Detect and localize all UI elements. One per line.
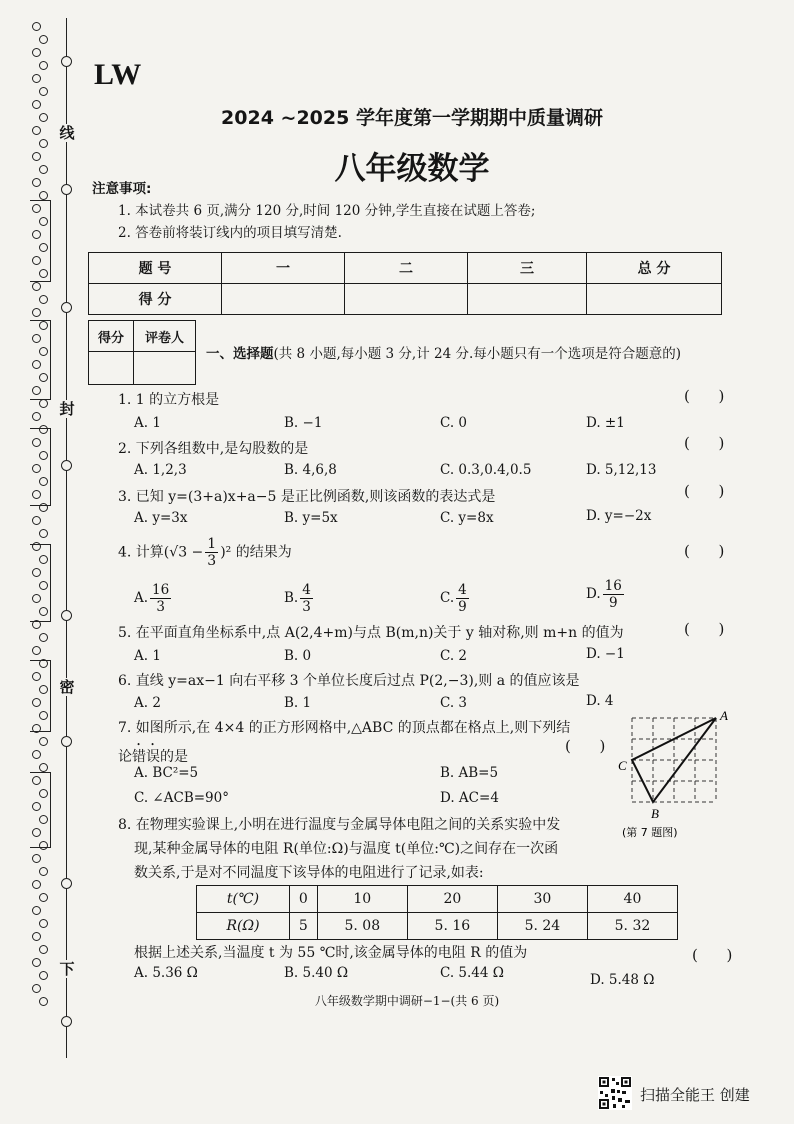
q2-option-a: A. 1,2,3 — [134, 462, 187, 478]
q6-option-b: B. 1 — [284, 695, 312, 711]
q4-stem-suffix: )² 的结果为 — [220, 544, 292, 561]
q6-option-c: C. 3 — [440, 695, 468, 711]
option-fraction — [603, 578, 624, 611]
grader-name-cell[interactable] — [134, 352, 196, 385]
notice-item: 1. 本试卷共 6 页,满分 120 分,时间 120 分钟,学生直接在试题上答卷; — [118, 203, 536, 219]
q5-option-a: A. 1 — [134, 648, 161, 664]
binding-hole — [32, 48, 41, 57]
grader-score-label: 得分 — [89, 321, 134, 352]
binding-circle — [61, 736, 72, 747]
section-instructions: (共 8 小题,每小题 3 分,计 24 分.每小题只有一个选项是符合题意的) — [273, 346, 682, 362]
table-cell-r: 5. 24 — [497, 913, 587, 940]
question-4-stem — [118, 536, 292, 569]
fraction-denominator: 3 — [207, 553, 217, 569]
q7-option-c: C. ∠ACB=90° — [134, 790, 229, 806]
grid-triangle-diagram — [616, 708, 736, 850]
fraction-denominator: 3 — [156, 599, 165, 615]
name-box-fragment — [30, 320, 51, 400]
q5-option-c: C. 2 — [440, 648, 468, 664]
fraction-numerator: 16 — [604, 578, 622, 594]
binding-hole — [39, 971, 48, 980]
scanner-watermark — [598, 1076, 778, 1112]
table-header-temperature: t(℃) — [197, 886, 290, 913]
q8-option-b: B. 5.40 Ω — [284, 965, 349, 981]
binding-circle — [61, 56, 72, 67]
q7-text: 论 — [118, 749, 132, 765]
table-cell-r: 5. 16 — [407, 913, 497, 940]
table-cell-r: 5 — [290, 913, 318, 940]
binding-hole — [39, 867, 48, 876]
binding-hole — [32, 750, 41, 759]
section-title: 一、选择题 — [206, 346, 274, 362]
q8-option-a: A. 5.36 Ω — [134, 965, 198, 981]
binding-circle — [61, 302, 72, 313]
q2-option-d: D. 5,12,13 — [586, 462, 657, 478]
q1-option-b: B. −1 — [284, 415, 323, 431]
q6-option-d: D. 4 — [586, 693, 614, 709]
answer-paren[interactable]: ( ) — [684, 620, 725, 638]
binding-hole — [32, 880, 41, 889]
score-row-label: 得 分 — [89, 284, 222, 315]
table-cell-t: 10 — [317, 886, 407, 913]
option-label: C. — [440, 590, 455, 606]
q1-option-d: D. ±1 — [586, 415, 625, 431]
binding-hole — [32, 22, 41, 31]
vertex-label-c: C — [618, 758, 627, 773]
table-cell-t: 20 — [407, 886, 497, 913]
resistance-table — [196, 885, 678, 940]
q7-figure — [616, 708, 736, 850]
q5-option-b: B. 0 — [284, 648, 312, 664]
grader-table — [88, 320, 196, 385]
score-cell-part1[interactable] — [222, 284, 345, 315]
binding-hole — [32, 854, 41, 863]
q7-emphasis: 错误 — [132, 749, 160, 765]
binding-hole — [32, 516, 41, 525]
binding-hole — [32, 958, 41, 967]
question-8-line2: 现,某种金属导体的电阻 R(单位:Ω)与温度 t(单位:℃)之间存在一次函 — [134, 841, 559, 857]
fraction-numerator: 1 — [207, 536, 217, 552]
score-header-part2: 二 — [345, 253, 468, 284]
binding-hole — [39, 763, 48, 772]
q3-option-a: A. y=3x — [134, 510, 188, 526]
q7-option-b: B. AB=5 — [440, 765, 499, 781]
option-label: A. — [134, 590, 149, 606]
table-cell-t: 0 — [290, 886, 318, 913]
q8-option-c: C. 5.44 Ω — [440, 965, 504, 981]
question-7-stem-line1: 7. 如图所示,在 4×4 的正方形网格中,△ABC 的顶点都在格点上,则下列结 — [118, 720, 571, 736]
q7-option-a: A. BC²=5 — [134, 765, 199, 781]
answer-paren[interactable]: ( ) — [692, 946, 733, 964]
question-3-stem: 3. 已知 y=(3+a)x+a−5 是正比例函数,则该函数的表达式是 — [118, 489, 496, 505]
answer-paren[interactable]: ( ) — [565, 737, 606, 755]
answer-paren[interactable]: ( ) — [684, 542, 725, 560]
q4-stem-fraction — [205, 536, 218, 569]
name-box-fragment — [30, 428, 51, 506]
vertex-label-a: A — [720, 708, 728, 723]
page-footer: 八年级数学期中调研−1−(共 6 页) — [314, 994, 500, 1008]
score-table — [88, 252, 722, 315]
q8-option-d: D. 5.48 Ω — [590, 972, 655, 988]
binding-hole — [32, 308, 41, 317]
binding-circle — [61, 1016, 72, 1027]
q7-text: 的是 — [160, 749, 188, 765]
question-8-prompt: 根据上述关系,当温度 t 为 55 ℃时,该金属导体的电阻 R 的值为 — [134, 945, 528, 961]
binding-char-down: 下 — [59, 960, 75, 978]
binding-circle — [61, 460, 72, 471]
binding-hole — [32, 74, 41, 83]
corner-code: LW — [94, 58, 142, 91]
binding-circle — [61, 878, 72, 889]
notice-block — [92, 178, 535, 244]
binding-hole — [39, 295, 48, 304]
binding-hole — [39, 35, 48, 44]
name-box-fragment — [30, 200, 51, 282]
option-fraction — [300, 582, 313, 615]
binding-hole — [39, 87, 48, 96]
question-1-stem: 1. 1 的立方根是 — [118, 392, 220, 408]
binding-char-seal: 封 — [59, 400, 75, 418]
binding-hole — [39, 399, 48, 408]
score-cell-total[interactable] — [587, 284, 722, 315]
option-fraction — [150, 582, 171, 615]
fraction-numerator: 4 — [458, 582, 467, 598]
q5-option-d: D. −1 — [586, 646, 625, 662]
question-6-stem: 6. 直线 y=ax−1 向右平移 3 个单位长度后过点 P(2,−3),则 a 的值应该是 — [118, 673, 580, 689]
q4-option-c — [440, 582, 471, 615]
score-header-part1: 一 — [222, 253, 345, 284]
fraction-denominator: 9 — [608, 595, 618, 611]
question-5-stem: 5. 在平面直角坐标系中,点 A(2,4+m)与点 B(m,n)关于 y 轴对称,则 m+n 的值为 — [118, 625, 624, 641]
answer-paren[interactable]: ( ) — [684, 482, 725, 500]
table-cell-r: 5. 08 — [317, 913, 407, 940]
table-cell-t: 40 — [587, 886, 677, 913]
q3-option-d: D. y=−2x — [586, 508, 652, 524]
q6-option-a: A. 2 — [134, 695, 161, 711]
question-7-stem-line2 — [118, 741, 188, 766]
q3-option-c: C. y=8x — [440, 510, 494, 526]
table-header-resistance: R(Ω) — [197, 913, 290, 940]
binding-hole — [39, 945, 48, 954]
fraction-numerator: 4 — [302, 582, 311, 598]
answer-paren[interactable]: ( ) — [684, 387, 725, 405]
binding-hole — [39, 191, 48, 200]
figure-caption: (第 7 题图) — [622, 826, 678, 839]
binding-hole — [32, 282, 41, 291]
question-8-line3: 数关系,于是对不同温度下该导体的电阻进行了记录,如表: — [134, 865, 484, 881]
score-header-total: 总 分 — [587, 253, 722, 284]
question-2-stem: 2. 下列各组数中,是勾股数的是 — [118, 441, 309, 457]
fraction-denominator: 3 — [302, 599, 311, 615]
table-cell-t: 30 — [497, 886, 587, 913]
binding-hole — [39, 633, 48, 642]
q4-stem-prefix: 4. 计算(√3 − — [118, 544, 204, 561]
q4-option-b — [284, 582, 315, 615]
binding-char-line: 线 — [59, 124, 75, 142]
q2-option-c: C. 0.3,0.4,0.5 — [440, 462, 532, 478]
binding-hole — [32, 412, 41, 421]
q3-option-b: B. y=5x — [284, 510, 338, 526]
question-8-line1: 8. 在物理实验课上,小明在进行温度与金属导体电阻之间的关系实验中发 — [118, 817, 561, 833]
binding-hole — [39, 61, 48, 70]
score-header-part3: 三 — [468, 253, 587, 284]
scanner-text: 扫描全能王 创建 — [640, 1086, 750, 1104]
binding-char-secret: 密 — [59, 678, 75, 696]
binding-hole — [32, 646, 41, 655]
table-cell-r: 5. 32 — [587, 913, 677, 940]
option-fraction — [456, 582, 469, 615]
grader-score-cell[interactable] — [89, 352, 134, 385]
exam-title: 2024 ~2025 学年度第一学期期中质量调研 — [221, 107, 603, 129]
section-heading — [206, 342, 681, 362]
binding-circle — [61, 610, 72, 621]
q1-option-c: C. 0 — [440, 415, 468, 431]
qr-code-icon — [598, 1076, 632, 1110]
name-box-fragment — [30, 660, 51, 732]
q4-option-d — [586, 578, 626, 611]
option-label: D. — [586, 586, 601, 602]
binding-hole — [32, 932, 41, 941]
binding-hole — [39, 529, 48, 538]
score-header-label: 题 号 — [89, 253, 222, 284]
vertex-label-b: B — [651, 806, 659, 821]
q4-option-a — [134, 582, 173, 615]
binding-hole — [39, 919, 48, 928]
q2-option-b: B. 4,6,8 — [284, 462, 337, 478]
fraction-denominator: 9 — [458, 599, 467, 615]
q1-option-a: A. 1 — [134, 415, 161, 431]
binding-hole — [39, 737, 48, 746]
name-box-fragment — [30, 544, 51, 622]
option-label: B. — [284, 590, 299, 606]
notice-item: 2. 答卷前将装订线内的项目填写清楚. — [118, 225, 342, 241]
q7-option-d: D. AC=4 — [440, 790, 499, 806]
subject-title: 八年级数学 — [334, 151, 490, 187]
score-cell-part3[interactable] — [468, 284, 587, 315]
grader-name-label: 评卷人 — [134, 321, 196, 352]
name-box-fragment — [30, 772, 51, 848]
fraction-numerator: 16 — [152, 582, 170, 598]
notice-heading: 注意事项: — [92, 181, 152, 197]
score-cell-part2[interactable] — [345, 284, 468, 315]
binding-hole — [39, 893, 48, 902]
answer-paren[interactable]: ( ) — [684, 434, 725, 452]
binding-hole — [32, 906, 41, 915]
